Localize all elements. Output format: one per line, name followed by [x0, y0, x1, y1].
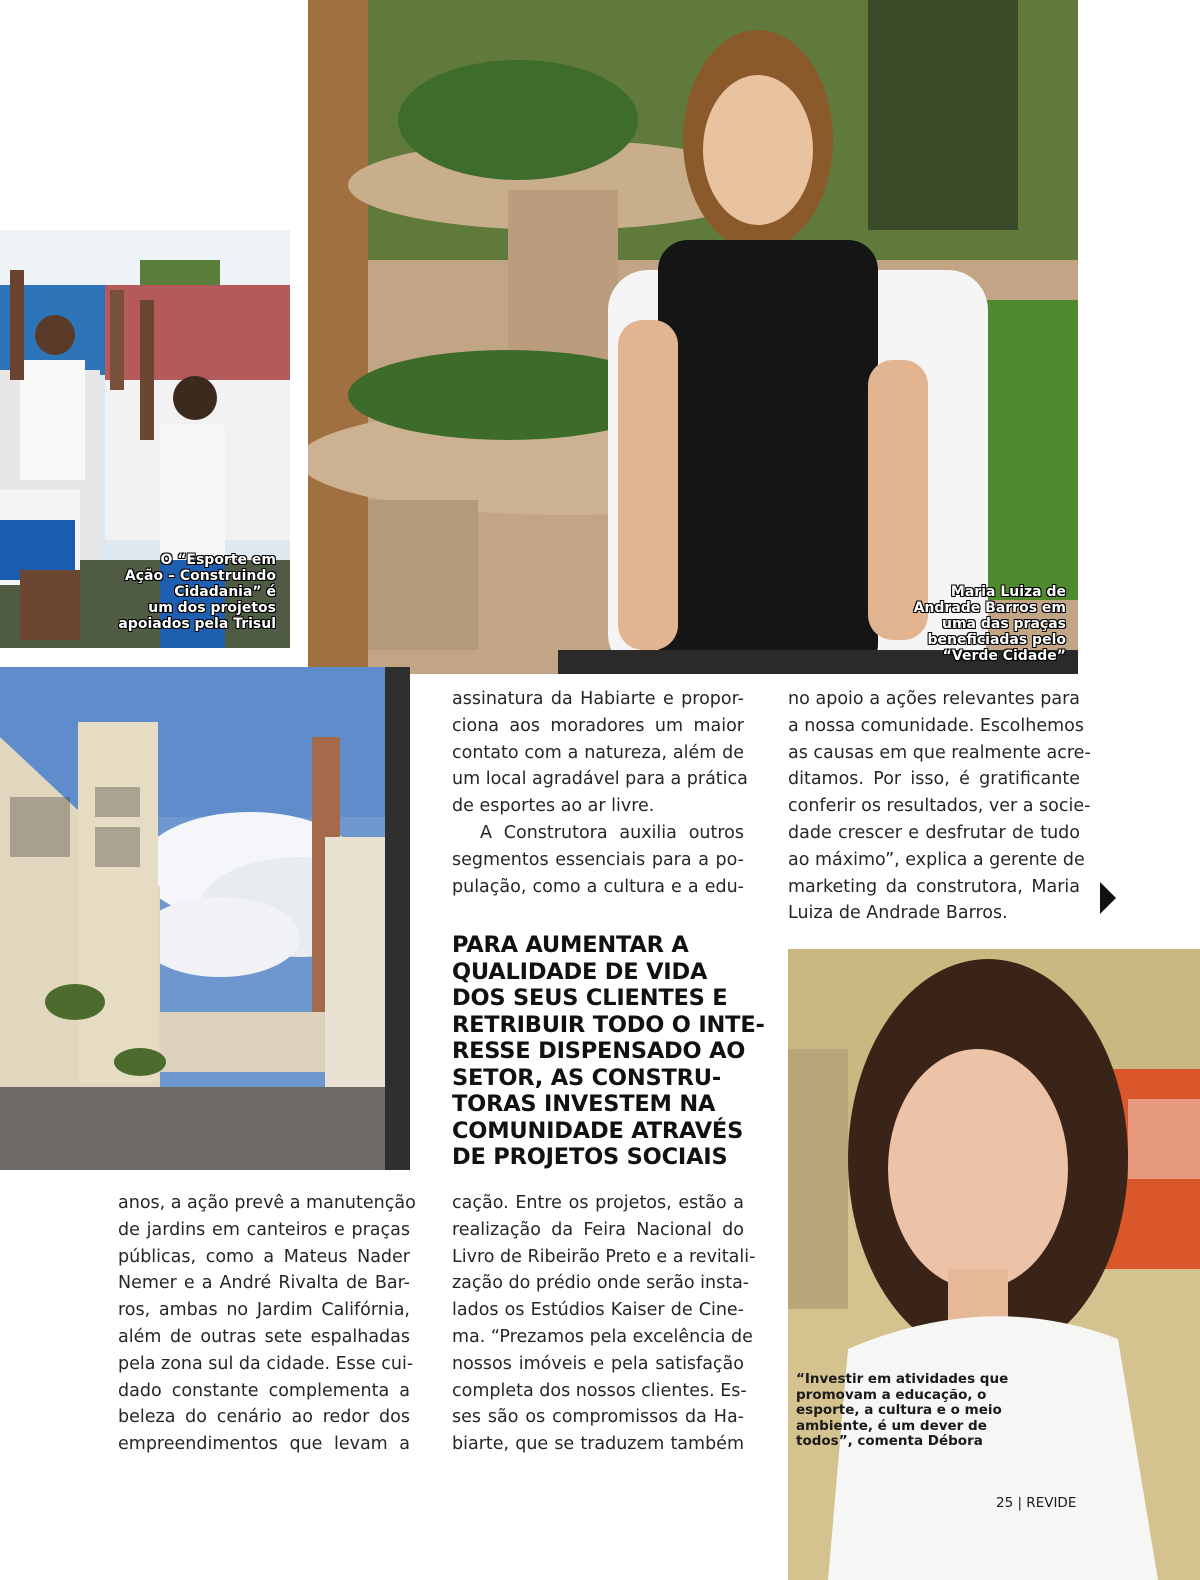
debora-quote-caption: [796, 1372, 1036, 1450]
headline-line: DOS SEUS CLIENTES E: [452, 985, 728, 1011]
caption-line: Cidadania” é: [174, 584, 276, 600]
text-line: marketing da construtora, Maria: [788, 876, 1080, 897]
text-line: dado constante complementa a: [118, 1380, 410, 1401]
text-line: realização da Feira Nacional do: [452, 1219, 744, 1240]
text-line: públicas, como a Mateus Nader: [118, 1246, 410, 1267]
text-line: ao máximo”, explica a gerente de: [788, 849, 1085, 870]
building-illustration: [0, 667, 410, 1170]
caption-line: O “Esporte em: [160, 552, 276, 568]
text-line: empreendimentos que levam a: [118, 1434, 410, 1455]
quote-line: “Investir em atividades que: [796, 1371, 1009, 1387]
headline-line: TORAS INVESTEM NA: [452, 1091, 716, 1117]
text-line: ciona aos moradores um maior: [452, 715, 744, 736]
text-line: conferir os resultados, ver a socie-: [788, 796, 1091, 817]
text-line: de esportes ao ar livre.: [452, 796, 655, 817]
text-line: Nemer e a André Rivalta de Bar-: [118, 1273, 410, 1294]
pull-quote-headline: [452, 932, 765, 1171]
text-line: zação do prédio onde serão insta-: [452, 1273, 750, 1294]
headline-line: SETOR, AS CONSTRU-: [452, 1064, 721, 1091]
text-line: um local agradável para a prática: [452, 769, 748, 790]
text-line: dade crescer e desfrutar de tudo: [788, 822, 1080, 843]
caption-line: Ação – Construindo: [124, 568, 276, 584]
quote-line: promovam a educação, o: [796, 1386, 987, 1403]
text-line: cação. Entre os projetos, estão a: [452, 1193, 744, 1213]
text-line: biarte, que se traduzem também: [452, 1434, 744, 1455]
text-line: Livro de Ribeirão Preto e a revitali-: [452, 1246, 756, 1267]
text-line: ma. “Prezamos pela excelência de: [452, 1326, 753, 1347]
caption-line: um dos projetos: [148, 600, 276, 616]
text-line: A Construtora auxilia outros: [480, 822, 744, 843]
caption-maria: [890, 584, 1066, 664]
caption-line: apoiados pela Trisul: [118, 616, 276, 632]
text-line: lados os Estúdios Kaiser de Cine-: [452, 1300, 744, 1321]
text-line: a nossa comunidade. Escolhemos: [788, 715, 1084, 736]
text-line: ditamos. Por isso, é gratificante: [788, 769, 1080, 790]
caption-line: beneficiadas pelo: [927, 632, 1066, 648]
headline-line: COMUNIDADE ATRAVÉS: [452, 1117, 744, 1144]
text-line: no apoio a ações relevantes para: [788, 689, 1080, 709]
debora-portrait-illustration: [788, 949, 1200, 1580]
quote-line: ambiente, é um dever de: [796, 1417, 987, 1434]
text-line: segmentos essenciais para a po-: [452, 849, 744, 870]
text-line: as causas em que realmente acre-: [788, 742, 1091, 763]
text-line: ros, ambas no Jardim Califórnia,: [118, 1300, 410, 1321]
headline-line: QUALIDADE DE VIDA: [452, 958, 708, 985]
text-line: assinatura da Habiarte e propor-: [452, 689, 744, 709]
headline-line: RETRIBUIR TODO O INTE-: [452, 1011, 765, 1038]
photo-debora: [788, 949, 1200, 1580]
text-line: contato com a natureza, além de: [452, 742, 744, 763]
text-line: completa dos nossos clientes. Es-: [452, 1380, 747, 1401]
continue-arrow-icon: [1100, 882, 1116, 914]
text-line: ses são os compromissos da Ha-: [452, 1407, 744, 1428]
headline-line: PARA AUMENTAR A: [452, 932, 689, 958]
fountain-portrait-illustration: [308, 0, 1078, 674]
text-line: anos, a ação prevê a manutenção: [118, 1193, 416, 1213]
quote-line: todos”, comenta Débora: [796, 1433, 983, 1450]
text-line: nossos imóveis e pela satisfação: [452, 1353, 744, 1374]
text-line: além de outras sete espalhadas: [118, 1326, 410, 1347]
text-line: pela zona sul da cidade. Esse cui-: [118, 1353, 414, 1374]
column-right-top: [788, 686, 1091, 927]
photo-building: [0, 667, 410, 1170]
headline-line: RESSE DISPENSADO AO: [452, 1038, 746, 1064]
text-line: de jardins em canteiros e praças: [118, 1219, 410, 1240]
text-line: beleza do cenário ao redor dos: [118, 1407, 410, 1428]
caption-line: “Verde Cidade”: [942, 648, 1066, 664]
caption-kids: [100, 552, 276, 632]
photo-maria-luiza: [308, 0, 1078, 674]
column-middle-bottom: [452, 1190, 756, 1458]
caption-line: uma das praças: [941, 616, 1066, 632]
caption-line: Andrade Barros em: [913, 600, 1066, 616]
headline-line: DE PROJETOS SOCIAIS: [452, 1144, 728, 1170]
page-number: 25 | REVIDE: [996, 1495, 1077, 1511]
quote-line: esporte, a cultura e o meio: [796, 1402, 1002, 1419]
caption-line: Maria Luiza de: [950, 584, 1066, 600]
column-middle-top: [452, 686, 748, 900]
text-line: Luiza de Andrade Barros.: [788, 903, 1008, 924]
column-left-bottom: [118, 1190, 416, 1458]
text-line: pulação, como a cultura e a edu-: [452, 876, 744, 897]
